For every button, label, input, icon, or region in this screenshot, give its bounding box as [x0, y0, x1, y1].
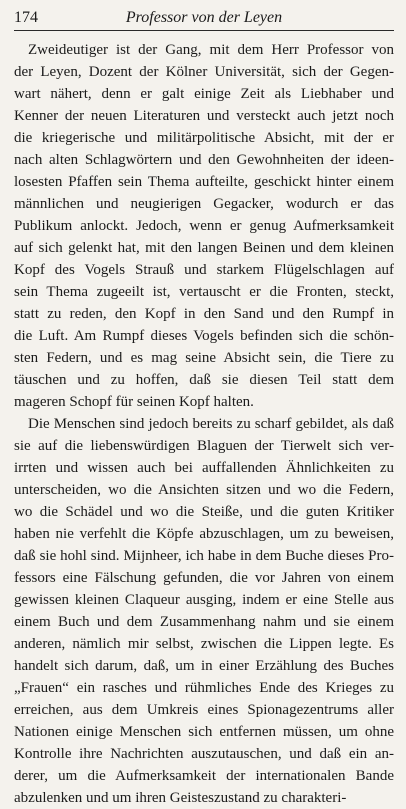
- text-line: wo die Schädel und wo die Steiße, und die guten Kritiker: [14, 504, 394, 520]
- text-line: sie auf die liebenswürdigen Blaguen der Tierwelt sich ver-: [14, 438, 394, 454]
- text-line: sten Federn, und es mag seine Absicht sein, die Tiere zu: [14, 350, 394, 366]
- text-line: losesten Pfaffen sein Thema aufteilte, geschickt hinter einem: [14, 174, 394, 190]
- text-line: Kenner der neuen Literaturen und versteckt auch jetzt noch: [14, 108, 394, 124]
- page-body: [14, 39, 394, 809]
- text-line: einem Buch und dem Zusammenhang nahm und sie einem: [14, 614, 394, 630]
- text-line: unterscheiden, wo die Ansichten sitzen und wo die Federn,: [14, 482, 394, 498]
- text-line: derer, um die Aufmerksamkeit der internationalen Bande: [14, 768, 394, 784]
- text-line: fessors eine Fälschung gefunden, die vor Jahren von einem: [14, 570, 394, 586]
- text-line: Kopf des Vogels Strauß und starkem Flügelschlagen auf: [14, 262, 394, 278]
- text-line: handelt sich darum, daß, um in einer Erzählung des Buches: [14, 658, 394, 674]
- text-line: sein Thema zugeeilt ist, vertauscht er die Fronten, steckt,: [14, 284, 394, 300]
- running-head: Professor von der Leyen: [125, 9, 283, 26]
- paragraph: [14, 39, 394, 413]
- page-number: 174: [14, 9, 38, 26]
- text-line: Publikum anlockt. Jedoch, wenn er genug Aufmerksamkeit: [14, 218, 394, 234]
- text-line: Kontrolle ihre Nachrichten auszutauschen, und daß ein an-: [14, 746, 394, 762]
- text-line: erreichen, aus dem Umkreis eines Spionagezentrums aller: [14, 702, 394, 718]
- text-line: männlichen und neugierigen Gegacker, wodurch er das: [14, 196, 394, 212]
- text-line: die kriegerische und militärpolitische Absicht, mit der er: [14, 130, 394, 146]
- text-line: täuschen und zu hoffen, daß sie diesen Teil statt dem: [14, 372, 394, 388]
- text-line: abzulenken und um ihren Geisteszustand zu charakteri-: [14, 790, 347, 806]
- text-line: daß sie hohl sind. Mijnheer, ich habe in dem Buche dieses Pro-: [14, 548, 394, 564]
- text-line: nach alten Schlagwörtern und den Gewohnheiten der ideen-: [14, 152, 394, 168]
- page-header: [14, 8, 394, 31]
- text-line: „Frauen“ ein rasches und rühmliches Ende des Krieges zu: [14, 680, 394, 696]
- text-line: auf sich gelenkt hat, mit den langen Beinen und dem kleinen: [14, 240, 394, 256]
- text-line: wart nähert, denn er galt einige Zeit als Liebhaber und: [14, 86, 394, 102]
- text-line: mageren Schopf für seinen Kopf halten.: [14, 394, 254, 410]
- text-line: statt zu reden, den Kopf in den Sand und den Rumpf in: [14, 306, 394, 322]
- text-line: Nationen einige Menschen sich entfernen müssen, um ohne: [14, 724, 394, 740]
- text-line: gewissen kleinen Claqueur ausging, indem er eine Stelle aus: [14, 592, 394, 608]
- text-line: der Leyen, Dozent der Kölner Universität, sich der Gegen-: [14, 64, 394, 80]
- text-line: haben nie verfehlt die Köpfe abzuschlagen, um zu beweisen,: [14, 526, 394, 542]
- text-line: Die Menschen sind jedoch bereits zu scharf gebildet, als daß: [28, 416, 394, 432]
- paragraph: [14, 413, 394, 809]
- text-line: die Luft. Am Rumpf dieses Vogels befinden sich die schön-: [14, 328, 394, 344]
- text-line: Zweideutiger ist der Gang, mit dem Herr Professor von: [28, 42, 394, 58]
- text-line: irrten und wissen auch bei auffallenden Ähnlichkeiten zu: [14, 460, 394, 476]
- text-line: anderen, nämlich mir selbst, zwischen die Lippen legte. Es: [14, 636, 394, 652]
